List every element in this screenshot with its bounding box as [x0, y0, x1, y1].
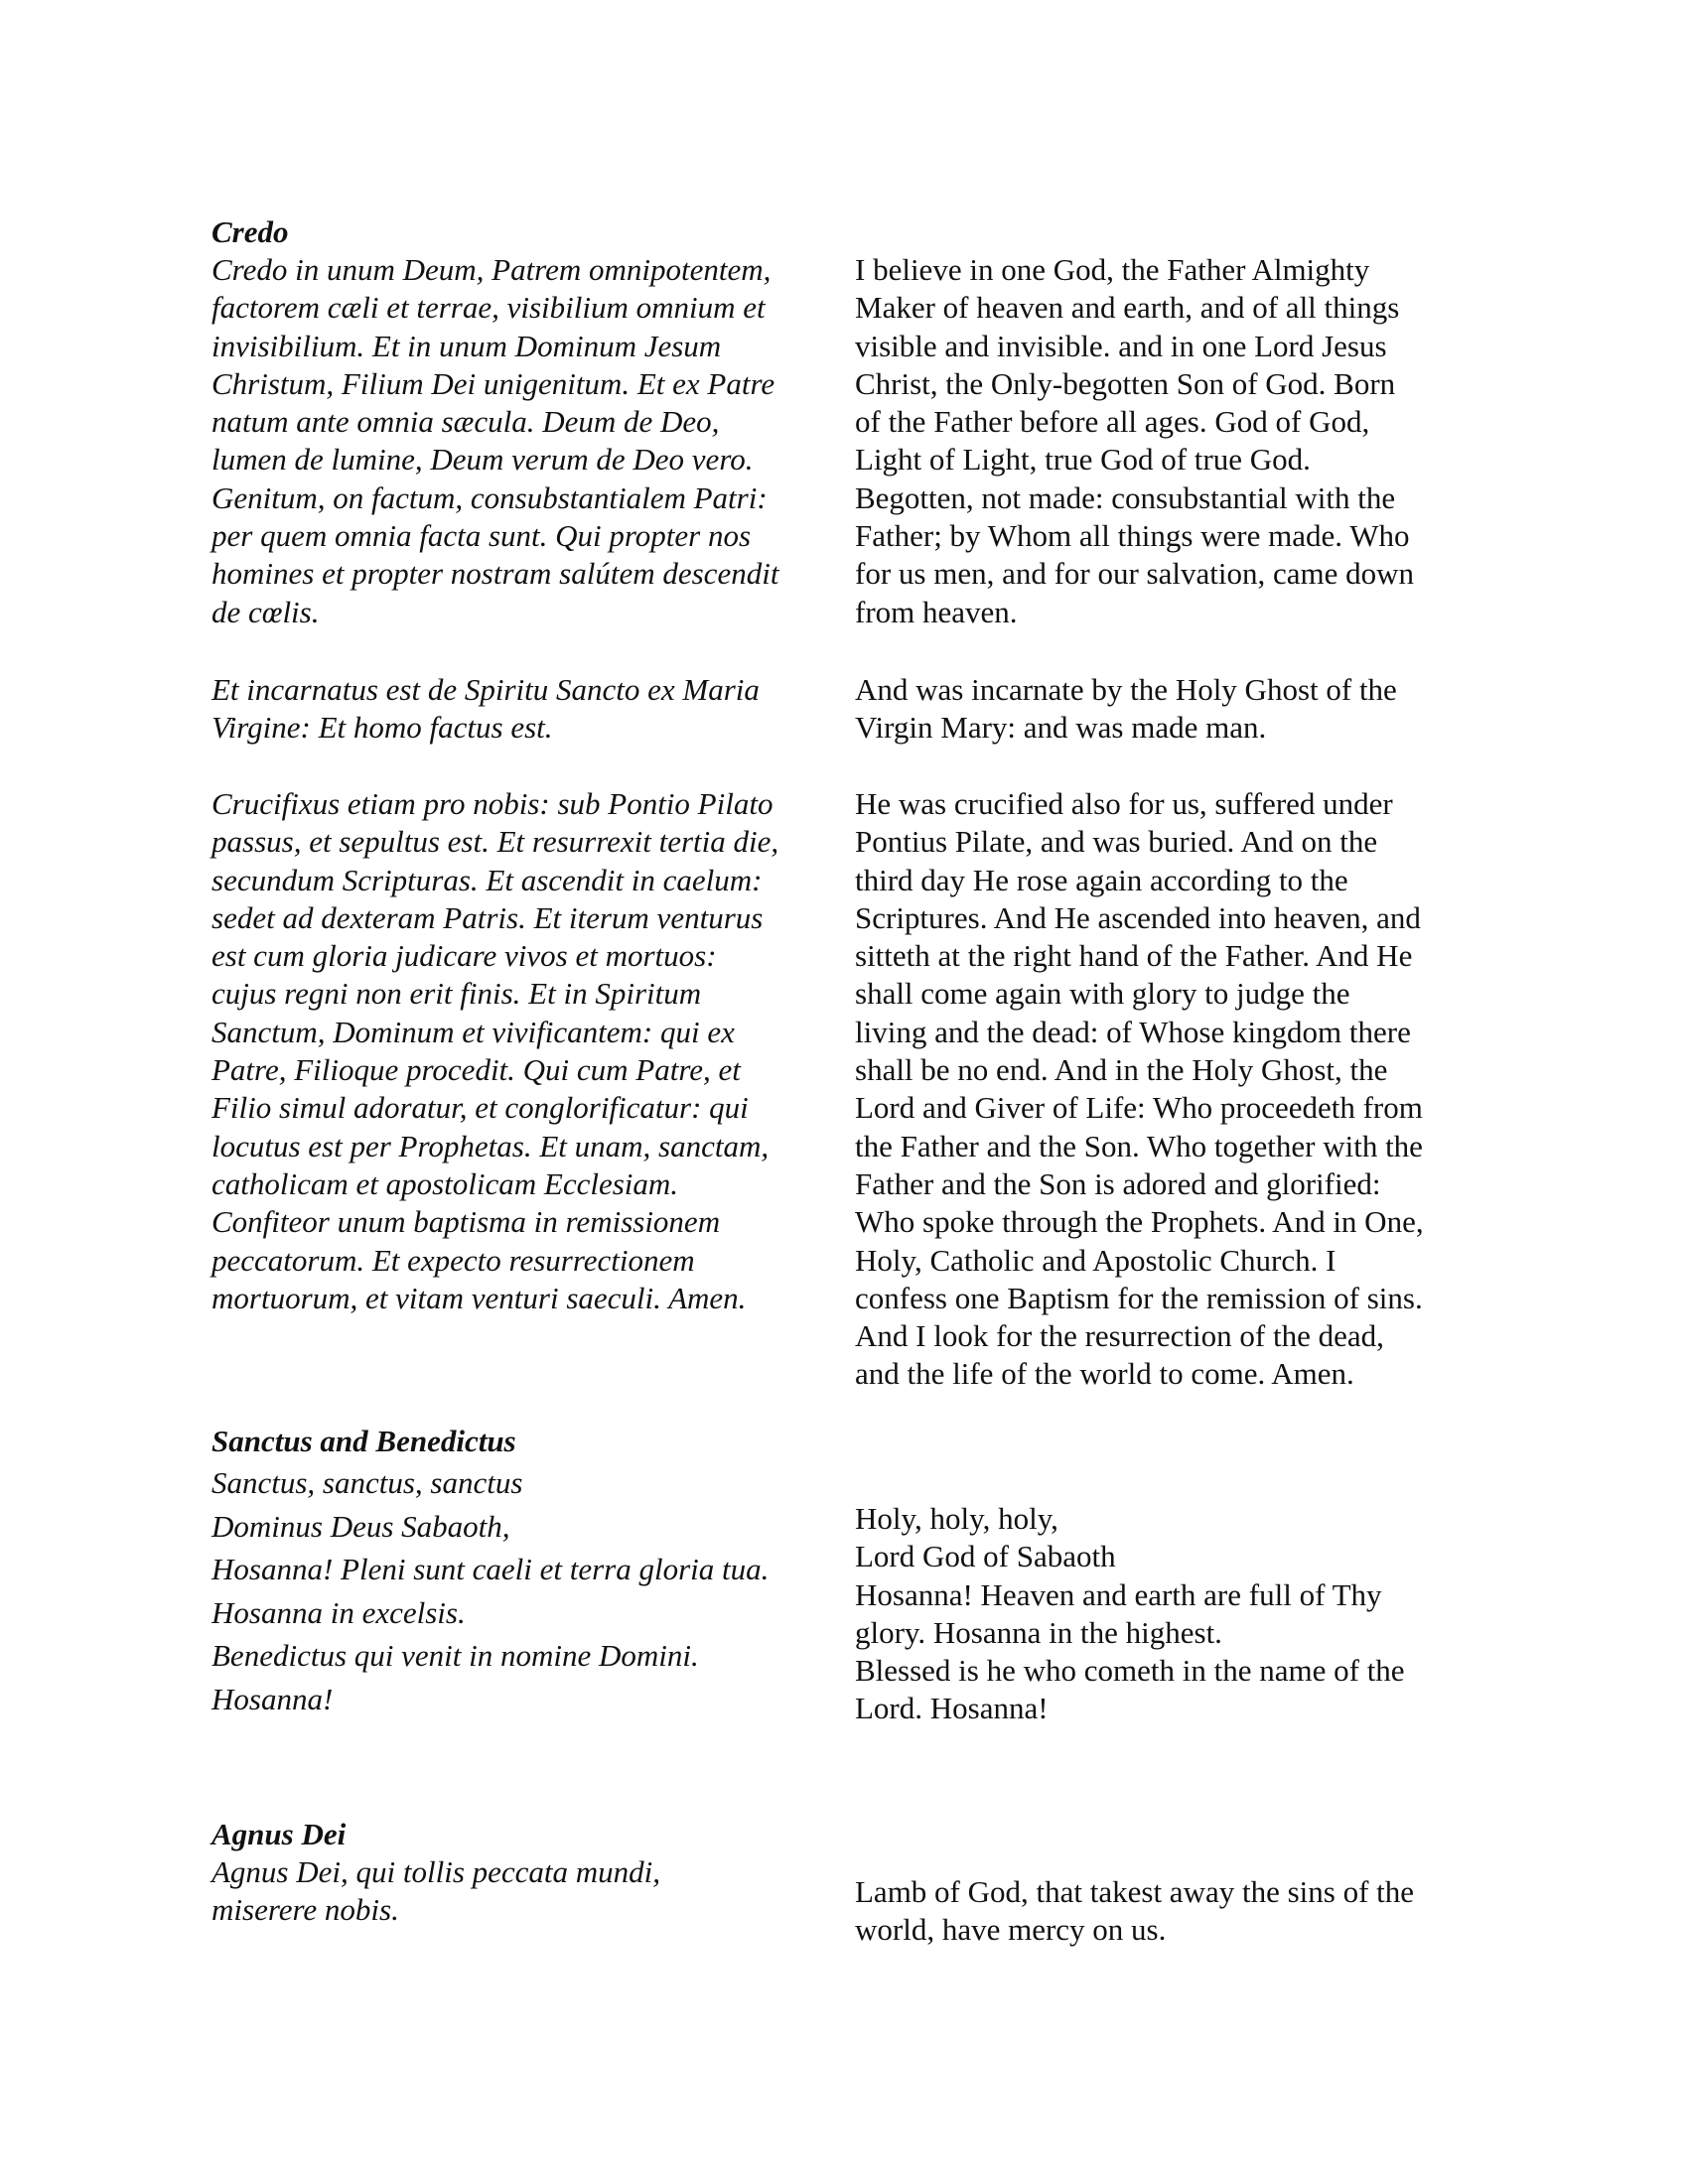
text-line: Who spoke through the Prophets. And in One, — [855, 1204, 1424, 1240]
text-line: visible and invisible. and in one Lord Jesus — [855, 328, 1387, 363]
text-line: Et incarnatus est de Spiritu Sancto ex Maria — [211, 672, 760, 707]
text-line: Genitum, on factum, consubstantialem Patri: — [211, 479, 768, 515]
sanctus-english — [855, 1500, 1490, 1728]
credo-heading: Credo — [211, 214, 289, 249]
credo-english-para-3 — [855, 785, 1490, 1394]
text-line: natum ante omnia sæcula. Deum de Deo, — [211, 404, 720, 440]
text-line: shall come again with glory to judge the — [855, 976, 1350, 1012]
credo-latin-para-3 — [211, 785, 842, 1317]
text-line: the Father and the Son. Who together with the — [855, 1128, 1423, 1163]
text-line: Light of Light, true God of true God. — [855, 442, 1311, 478]
text-line: Crucifixus etiam pro nobis: sub Pontio Pilato — [211, 786, 774, 821]
text-line: Hosanna! Pleni sunt caeli et terra gloria tua. — [211, 1552, 770, 1586]
text-line: Filio simul adoratur, et conglorificatur: qui — [211, 1090, 749, 1126]
text-line: mortuorum, et vitam venturi saeculi. Amen. — [211, 1280, 747, 1315]
agnus-latin — [211, 1853, 842, 1930]
text-line: per quem omnia facta sunt. Qui propter nos — [211, 518, 752, 554]
text-line: Hosanna! Heaven and earth are full of Thy — [855, 1576, 1382, 1612]
text-line: invisibilium. Et in unum Dominum Jesum — [211, 328, 722, 363]
text-line: Holy, holy, holy, — [855, 1501, 1058, 1536]
text-line: est cum gloria judicare vivos et mortuos: — [211, 938, 717, 974]
text-line: Pontius Pilate, and was buried. And on the — [855, 824, 1378, 860]
text-line: de cœlis. — [211, 594, 320, 629]
sanctus-heading: Sanctus and Benedictus — [211, 1424, 516, 1458]
text-line: confess one Baptism for the remission of sins. — [855, 1280, 1423, 1315]
text-line: Christum, Filium Dei unigenitum. Et ex Patre — [211, 365, 775, 401]
credo-latin-para-2 — [211, 671, 842, 748]
text-line: from heaven. — [855, 594, 1018, 629]
text-line: Benedictus qui venit in nomine Domini. — [211, 1638, 699, 1673]
text-line: secundum Scripturas. Et ascendit in caelum: — [211, 862, 763, 897]
text-line: catholicam et apostolicam Ecclesiam. — [211, 1165, 679, 1201]
text-line: Credo in unum Deum, Patrem omnipotentem, — [211, 252, 772, 287]
text-line: Blessed is he who cometh in the name of the — [855, 1653, 1405, 1689]
text-line: peccatorum. Et expecto resurrectionem — [211, 1242, 695, 1278]
text-line: Lamb of God, that takest away the sins of the — [855, 1874, 1415, 1909]
text-line: glory. Hosanna in the highest. — [855, 1614, 1222, 1650]
text-line: Sanctum, Dominum et vivificantem: qui ex — [211, 1014, 735, 1049]
text-line: Maker of heaven and earth, and of all things — [855, 290, 1400, 326]
text-line: Lord and Giver of Life: Who proceedeth from — [855, 1090, 1423, 1126]
sanctus-latin — [211, 1461, 842, 1720]
text-line: Sanctus, sanctus, sanctus — [211, 1465, 523, 1500]
text-line: Father; by Whom all things were made. Who — [855, 518, 1410, 554]
text-line: Agnus Dei, qui tollis peccata mundi, — [211, 1854, 661, 1889]
text-line: sedet ad dexteram Patris. Et iterum venturus — [211, 899, 764, 935]
text-line: I believe in one God, the Father Almighty — [855, 252, 1370, 287]
text-line: for us men, and for our salvation, came down — [855, 556, 1415, 592]
credo-english-para-2 — [855, 671, 1490, 748]
text-line: Dominus Deus Sabaoth, — [211, 1508, 510, 1544]
text-line: third day He rose again according to the — [855, 862, 1348, 897]
text-line: and the life of the world to come. Amen. — [855, 1356, 1354, 1392]
text-line: Confiteor unum baptisma in remissionem — [211, 1204, 721, 1240]
text-line: Scriptures. And He ascended into heaven, and — [855, 899, 1421, 935]
text-line: Patre, Filioque procedit. Qui cum Patre, et — [211, 1052, 741, 1088]
text-line: shall be no end. And in the Holy Ghost, the — [855, 1052, 1388, 1088]
text-line: sitteth at the right hand of the Father. And He — [855, 938, 1413, 974]
text-line: Father and the Son is adored and glorified: — [855, 1165, 1381, 1201]
text-line: And was incarnate by the Holy Ghost of the — [855, 672, 1397, 707]
text-line: Hosanna in excelsis. — [211, 1594, 466, 1630]
credo-english-para-1 — [855, 251, 1490, 631]
text-line: Lord God of Sabaoth — [855, 1539, 1116, 1574]
text-line: Lord. Hosanna! — [855, 1691, 1049, 1726]
text-line: locutus est per Prophetas. Et unam, sanctam, — [211, 1128, 770, 1163]
text-line: factorem cæli et terrae, visibilium omnium et — [211, 290, 766, 326]
agnus-english — [855, 1873, 1490, 1950]
text-line: Hosanna! — [211, 1681, 334, 1716]
text-line: homines et propter nostram salútem descendit — [211, 556, 779, 592]
text-line: He was crucified also for us, suffered under — [855, 786, 1393, 821]
text-line: Begotten, not made: consubstantial with the — [855, 479, 1396, 515]
text-line: lumen de lumine, Deum verum de Deo vero. — [211, 442, 754, 478]
text-line: Holy, Catholic and Apostolic Church. I — [855, 1242, 1336, 1278]
credo-latin-para-1 — [211, 251, 842, 631]
agnus-heading: Agnus Dei — [211, 1817, 347, 1851]
text-line: miserere nobis. — [211, 1892, 399, 1928]
text-line: passus, et sepultus est. Et resurrexit tertia die, — [211, 824, 779, 860]
text-line: of the Father before all ages. God of God, — [855, 404, 1370, 440]
text-line: Virgine: Et homo factus est. — [211, 710, 553, 746]
text-line: living and the dead: of Whose kingdom there — [855, 1014, 1411, 1049]
text-line: And I look for the resurrection of the dead, — [855, 1318, 1384, 1354]
text-line: world, have mercy on us. — [855, 1912, 1167, 1948]
text-line: Christ, the Only-begotten Son of God. Born — [855, 365, 1396, 401]
text-line: Virgin Mary: and was made man. — [855, 710, 1267, 746]
text-line: cujus regni non erit finis. Et in Spiritum — [211, 976, 702, 1012]
